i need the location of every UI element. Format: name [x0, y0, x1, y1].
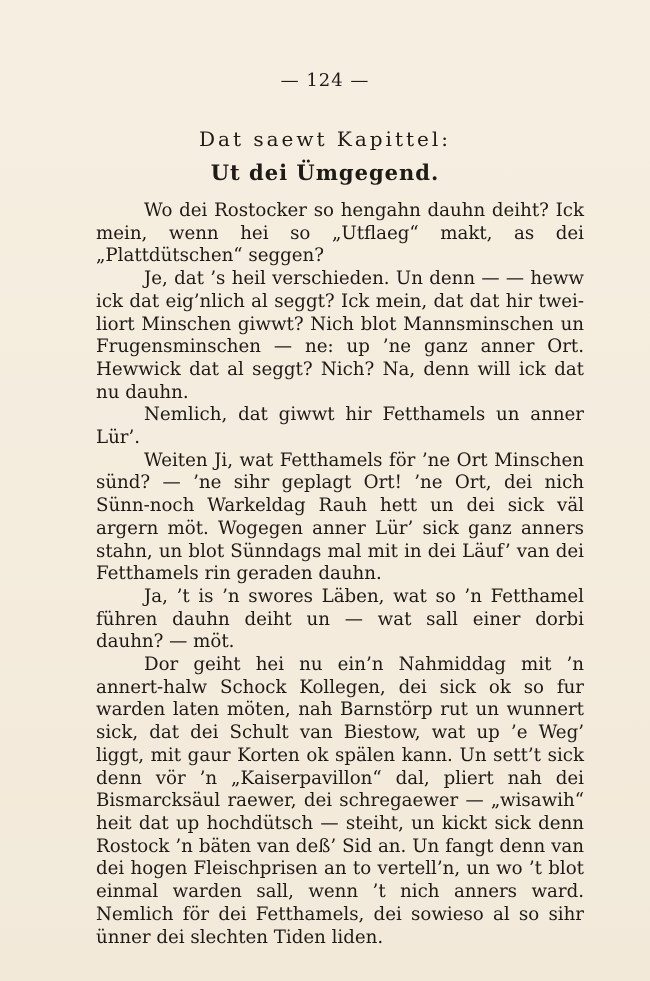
paragraph: Je, dat ’s heil verschieden. Un denn — — heww ick dat eig’nlich al seggt? Ick mein, dat dat hir twei-liort Minschen giwwt? Nich blot Mannsminschen un Frugensminschen — ne: up ’ne ganz anner Ort. Hewwick dat al seggt? Nich? Na, denn will ick dat nu dauhn. — [96, 268, 584, 403]
body-text — [96, 200, 584, 949]
chapter-title: Dat saewt Kapittel: — [199, 127, 451, 151]
paragraph: Ja, ’t is ’n swores Läben, wat so ’n Fetthamel führen dauhn deiht un — wat sall einer dorbi dauhn? — möt. — [96, 585, 584, 653]
page-number: — 124 — — [280, 70, 370, 91]
paragraph: Nemlich, dat giwwt hir Fetthamels un anner Lür’. — [96, 404, 584, 449]
paragraph: Dor geiht hei nu ein’n Nahmiddag mit ’n annert-halw Schock Kollegen, dei sick ok so fur warden laten möten, nah Barnstörp rut un wunnert sick, dat dei Schult van Biestow, wat up ’e Weg’ liggt, mit gaur Korten ok spälen kann. Un sett’t sick denn vör ’n „Kaiserpavillon“ dal, pliert nah dei Bismarcksäul raewer, dei schregaewer — „wisawih“ heit dat up hochdütsch — steiht, un kickt sick denn Rostock ’n bäten van deß’ Sid an. Un fangt denn van dei hogen Fleischprisen an to vertell’n, un wo ’t blot einmal warden sall, wenn ’t nich anners ward. Nemlich för dei Fetthamels, dei sowieso al so sihr ünner dei slechten Tiden liden. — [96, 654, 584, 948]
paragraph: Weiten Ji, wat Fetthamels för ’ne Ort Minschen sünd? — ’ne sihr geplagt Ort! ’ne Ort, dei nich Sünn-noch Warkeldag Rauh hett un dei sick väl argern möt. Wogegen anner Lür’ sick ganz anners stahn, un blot Sünndags mal mit in dei Läuf’ van dei Fetthamels rin geraden dauhn. — [96, 449, 584, 585]
paragraph: Wo dei Rostocker so hengahn dauhn deiht? Ick mein, wenn hei so „Utflaeg“ makt, as dei „Plattdütschen“ seggen? — [96, 200, 584, 267]
section-title: Ut dei Ümgegend. — [210, 160, 440, 185]
